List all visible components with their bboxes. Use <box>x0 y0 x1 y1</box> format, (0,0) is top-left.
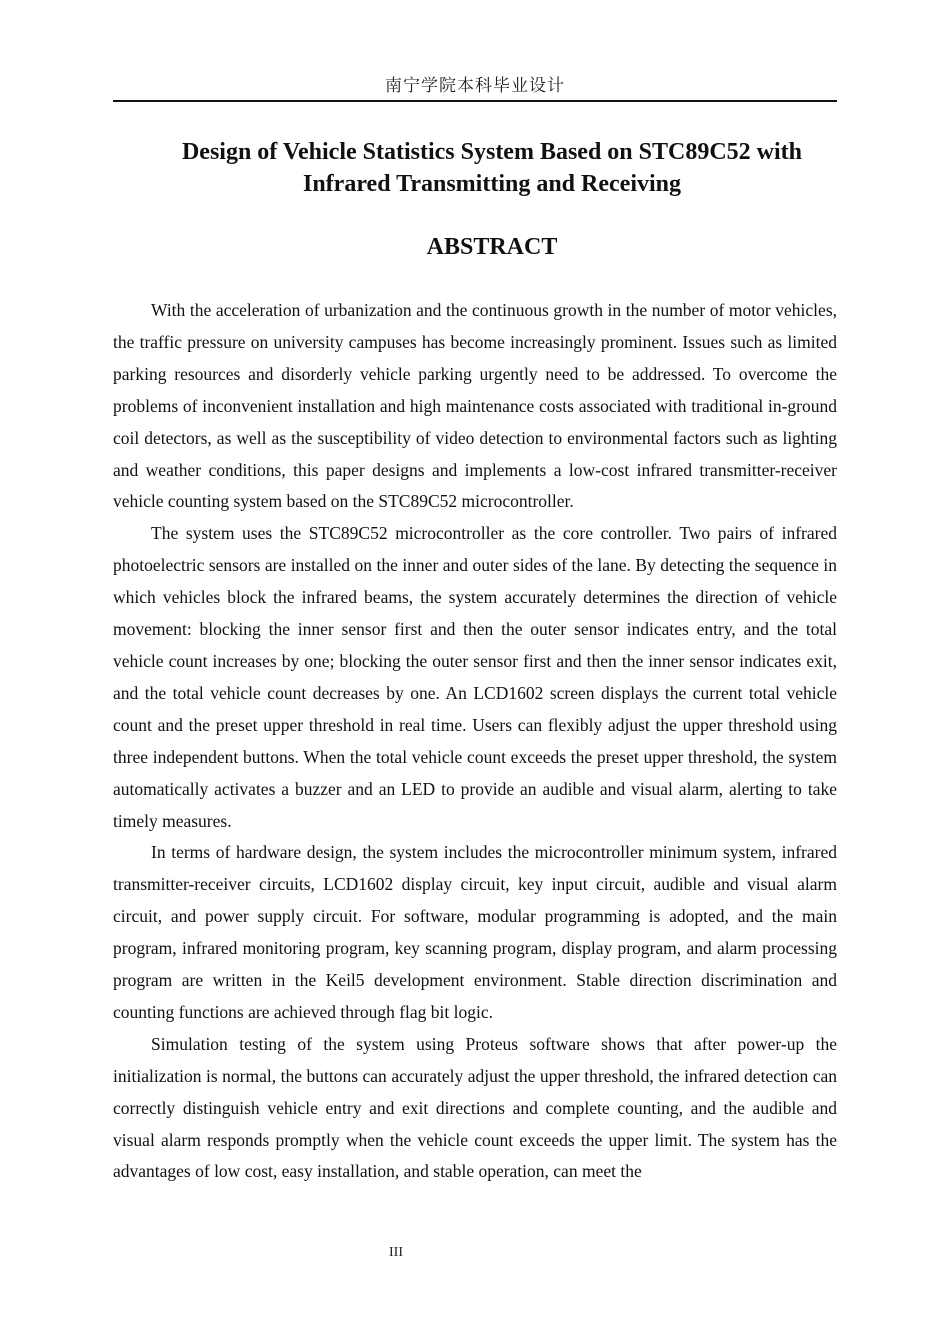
abstract-paragraph-1: With the acceleration of urbanization and the continuous growth in the number of motor vehicles, the traffic pressure on university campuses has become increasingly prominent. Issues such as limited parking resources and disorderly vehicle parking urgently need to be addressed. To overcome the problems of inconvenient installation and high maintenance costs associated with traditional in-ground coil detectors, as well as the susceptibility of video detection to environmental factors such as lighting and weather conditions, this paper designs and implements a low-cost infrared transmitter-receiver vehicle counting system based on the STC89C52 microcontroller. <box>113 300 837 512</box>
abstract-paragraph-4: Simulation testing of the system using Proteus software shows that after power-up the initialization is normal, the buttons can accurately adjust the upper threshold, the infrared detection can correctly distinguish vehicle entry and exit directions and complete counting, and the audible and visual alarm responds promptly when the vehicle count exceeds the upper limit. The system has the advantages of low cost, easy installation, and stable operation, can meet the <box>113 1033 837 1182</box>
page-number: III <box>389 1245 403 1260</box>
thesis-title-line-2: Infrared Transmitting and Receiving <box>302 171 681 197</box>
thesis-title-line-1: Design of Vehicle Statistics System Based on STC89C52 with <box>181 139 803 165</box>
abstract-paragraph-3: In terms of hardware design, the system includes the microcontroller minimum system, infrared transmitter-receiver circuits, LCD1602 display circuit, key input circuit, audible and visual alarm circuit, and power supply circuit. For software, modular programming is adopted, and the main program, infrared monitoring program, key scanning program, display program, and alarm processing program are written in the Keil5 development environment. Stable direction discrimination and counting functions are achieved through flag bit logic. <box>113 842 837 1022</box>
thesis-title <box>113 136 871 200</box>
header-rule <box>113 100 837 102</box>
abstract-body <box>113 295 837 1188</box>
abstract-paragraph-2: The system uses the STC89C52 microcontroller as the core controller. Two pairs of infrared photoelectric sensors are installed on the inner and outer sides of the lane. By detecting the sequence in which vehicles block the infrared beams, the system accurately determines the direction of vehicle movement: blocking the inner sensor first and then the outer sensor indicates entry, and the total vehicle count increases by one; blocking the outer sensor first and then the inner sensor indicates exit, and the total vehicle count decreases by one. An LCD1602 screen displays the current total vehicle count and the preset upper threshold in real time. Users can flexibly adjust the upper threshold using three independent buttons. When the total vehicle count exceeds the preset upper threshold, the system automatically activates a buzzer and an LED to provide an audible and visual alarm, alerting to take timely measures. <box>113 523 837 831</box>
abstract-heading: ABSTRACT <box>426 234 558 260</box>
running-header: 南宁学院本科毕业设计 <box>385 76 565 96</box>
